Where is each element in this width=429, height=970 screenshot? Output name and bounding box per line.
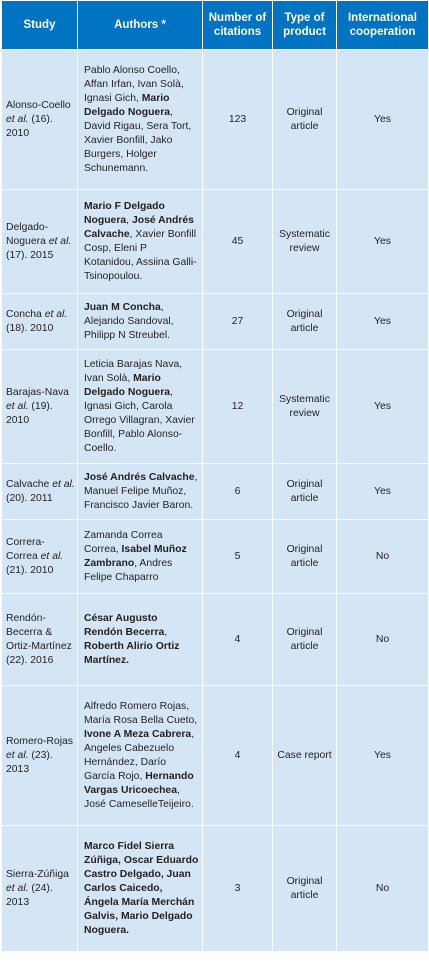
highlighted-author: José Andrés Calvache [84, 214, 194, 240]
study-cell: Sierra-Zúñiga et al. (24). 2013 [2, 826, 78, 952]
product-type-cell: Original article [273, 594, 337, 686]
product-type-cell: Systematic review [273, 190, 337, 294]
table-row [2, 520, 429, 594]
header-citations: Number of citations [203, 1, 273, 50]
international-cooperation-cell: No [337, 826, 429, 952]
citations-cell: 5 [203, 520, 273, 594]
table-header [2, 1, 429, 50]
citations-cell: 27 [203, 294, 273, 350]
table-row [2, 50, 429, 190]
authors-cell: Mario F Delgado Noguera, José Andrés Calvache, Xavier Bonfill Cosp, Eleni P Kotanidou, Assiina Galli-Tsinopoulou. [78, 190, 203, 294]
study-cell: Barajas-Nava et al. (19). 2010 [2, 350, 78, 464]
study-cell: Rendón-Becerra & Ortiz-Martínez (22). 2016 [2, 594, 78, 686]
product-type-cell: Original article [273, 520, 337, 594]
international-cooperation-cell: Yes [337, 464, 429, 520]
highlighted-author: Hernando Vargas Uricoechea [84, 770, 194, 796]
study-cell: Concha et al. (18). 2010 [2, 294, 78, 350]
study-cell: Calvache et al. (20). 2011 [2, 464, 78, 520]
product-type-cell: Original article [273, 50, 337, 190]
table-row [2, 464, 429, 520]
international-cooperation-cell: No [337, 594, 429, 686]
study-cell: Delgado-Noguera et al. (17). 2015 [2, 190, 78, 294]
table-row [2, 594, 429, 686]
table-body [2, 50, 429, 952]
international-cooperation-cell: Yes [337, 686, 429, 826]
header-authors: Authors * [78, 1, 203, 50]
authors-cell: Zamanda Correa Correa, Isabel Muñoz Zambrano, Andres Felipe Chaparro [78, 520, 203, 594]
citations-cell: 3 [203, 826, 273, 952]
table-row [2, 190, 429, 294]
highlighted-author: Mario F Delgado Noguera [84, 200, 165, 226]
product-type-cell: Original article [273, 826, 337, 952]
highlighted-author: Isabel Muñoz Zambrano [84, 543, 187, 569]
citations-cell: 123 [203, 50, 273, 190]
et-al-text: et al. [6, 749, 29, 761]
citations-cell: 4 [203, 686, 273, 826]
authors-cell: Pablo Alonso Coello, Affan Irfan, Ivan Solà, Ignasi Gich, Mario Delgado Noguera, David Rigau, Sera Tort, Xavier Bonfill, Jako Burgers, Holger Schunemann. [78, 50, 203, 190]
international-cooperation-cell: Yes [337, 50, 429, 190]
study-cell: Correra-Correa et al. (21). 2010 [2, 520, 78, 594]
et-al-text: et al. [40, 550, 64, 562]
international-cooperation-cell: Yes [337, 190, 429, 294]
highlighted-author: César Augusto Rendón Becerra [84, 612, 165, 638]
header-product-type: Type of product [273, 1, 337, 50]
authors-cell: César Augusto Rendón Becerra, Roberth Alirio Ortiz Martínez. [78, 594, 203, 686]
study-cell: Alonso-Coello et al. (16). 2010 [2, 50, 78, 190]
international-cooperation-cell: No [337, 520, 429, 594]
highlighted-author: Mario Delgado Noguera [84, 372, 171, 398]
international-cooperation-cell: Yes [337, 294, 429, 350]
et-al-text: et al. [44, 308, 68, 320]
highlighted-author: Marco Fidel Sierra Zúñiga, Oscar Eduardo Castro Delgado, Juan Carlos Caicedo, Ángela María Merchán Galvis, Mario Delgado Noguera. [84, 840, 199, 936]
header-row [2, 1, 429, 50]
authors-cell: Juan M Concha, Alejando Sandoval, Philipp N Streubel. [78, 294, 203, 350]
citations-cell: 45 [203, 190, 273, 294]
international-cooperation-cell: Yes [337, 350, 429, 464]
table-row [2, 826, 429, 952]
highlighted-author: José Andrés Calvache [84, 471, 195, 483]
study-cell: Romero-Rojas et al. (23). 2013 [2, 686, 78, 826]
header-international-cooperation: International cooperation [337, 1, 429, 50]
citations-cell: 6 [203, 464, 273, 520]
et-al-text: et al. [48, 235, 72, 247]
product-type-cell: Case report [273, 686, 337, 826]
authors-cell [78, 826, 203, 952]
citations-table [1, 0, 429, 952]
et-al-text: et al. [6, 882, 29, 894]
highlighted-author: Mario Delgado Noguera [84, 92, 171, 118]
et-al-text: et al. [6, 113, 29, 125]
authors-cell: Leticia Barajas Nava, Ivan Solà, Mario Delgado Noguera, Ignasi Gich, Carola Orrego Villagran, Xavier Bonfill, Pablo Alonso-Coello. [78, 350, 203, 464]
et-al-text: et al. [6, 400, 29, 412]
table-row [2, 294, 429, 350]
header-study: Study [2, 1, 78, 50]
citations-cell: 4 [203, 594, 273, 686]
product-type-cell: Original article [273, 294, 337, 350]
product-type-cell: Systematic review [273, 350, 337, 464]
product-type-cell: Original article [273, 464, 337, 520]
authors-cell: José Andrés Calvache, Manuel Felipe Muñoz, Francisco Javier Baron. [78, 464, 203, 520]
table-row [2, 350, 429, 464]
highlighted-author: Ivone A Meza Cabrera [84, 728, 192, 740]
authors-cell: Alfredo Romero Rojas, María Rosa Bella Cueto, Ivone A Meza Cabrera, Angeles Cabezuelo Hernández, Darío García Rojo, Hernando Vargas Uricoechea, José CameselleTeijeiro. [78, 686, 203, 826]
et-al-text: et al. [52, 478, 75, 490]
table-row [2, 686, 429, 826]
highlighted-author: Roberth Alirio Ortiz Martínez. [84, 640, 180, 666]
highlighted-author: Juan M Concha [84, 301, 161, 313]
citations-cell: 12 [203, 350, 273, 464]
